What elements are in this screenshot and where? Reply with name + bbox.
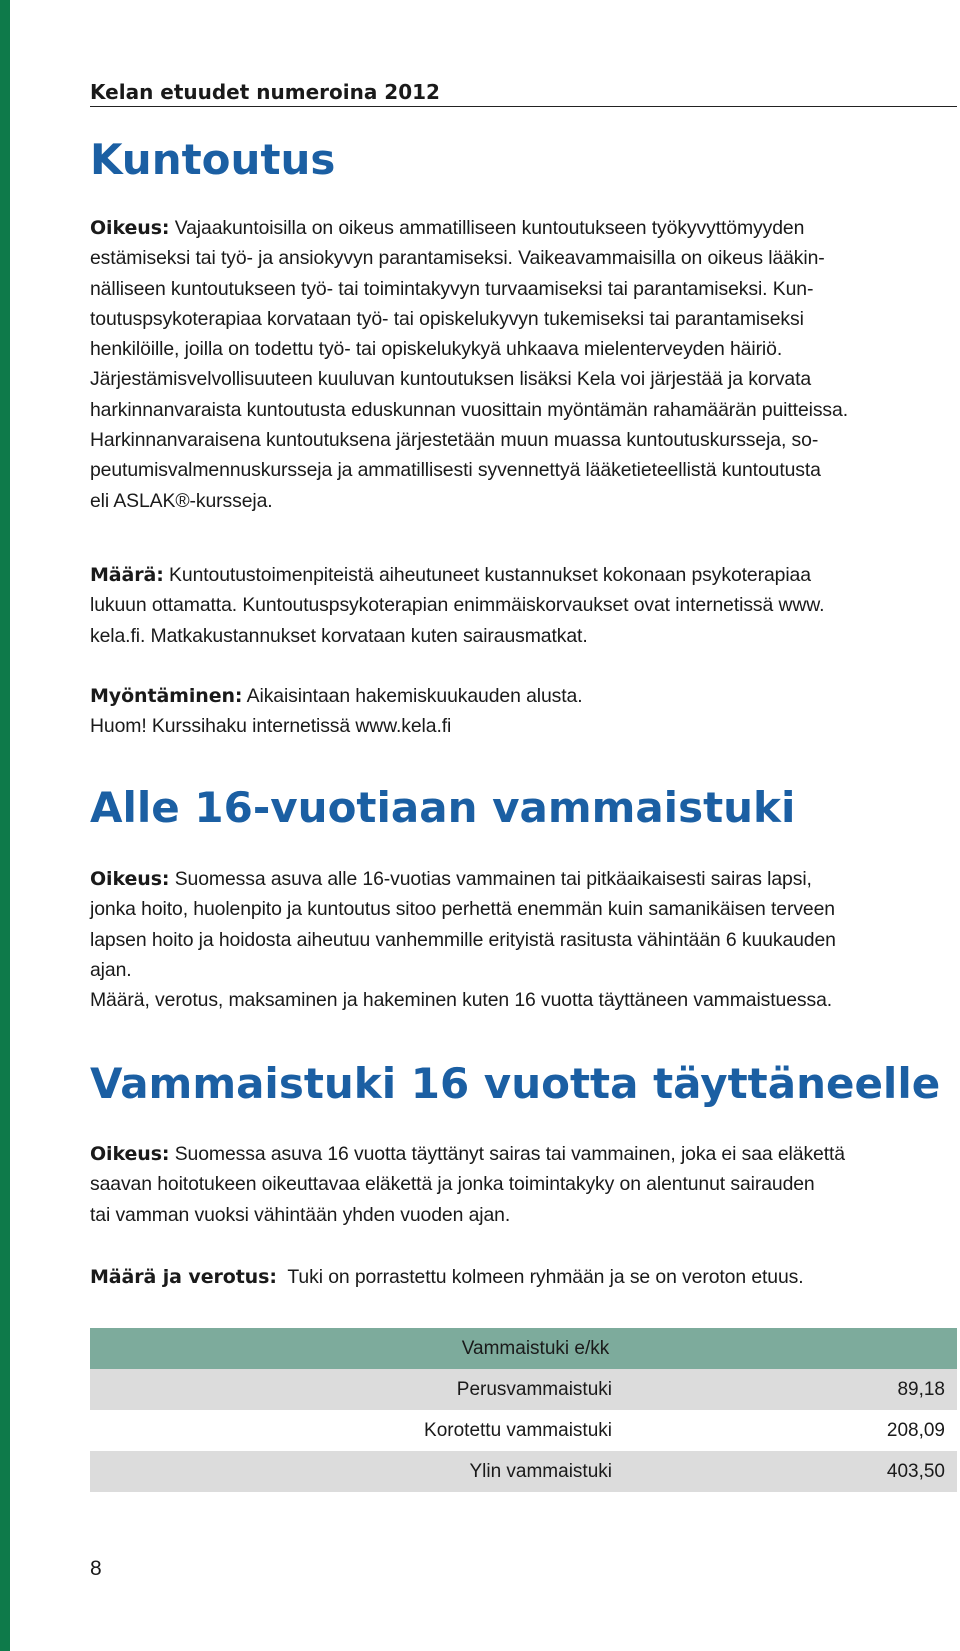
kuntoutus-myontaminen-line-1 xyxy=(90,681,957,711)
kuntoutus-oikeus-line-1 xyxy=(90,213,957,243)
oikeus-label: Oikeus: xyxy=(90,868,170,890)
text-line: Kuntoutustoimenpiteistä aiheutuneet kustannukset kokonaan psykoterapiaa xyxy=(169,564,811,586)
myontaminen-label: Myöntäminen: xyxy=(90,685,243,707)
kurssihaku-note: Huom! Kurssihaku internetissä www.kela.fi xyxy=(90,715,452,738)
kuntoutus-oikeus-line-7: harkinnanvaraista kuntoutusta eduskunnan vuosittain myöntämän rahamäärän puitteissa. xyxy=(90,398,848,421)
yli16-oikeus-line-3: tai vamman vuoksi vähintään yhden vuoden ajan. xyxy=(90,1203,511,1226)
text-line: Tuki on porrastettu kolmeen ryhmään ja se on veroton etuus. xyxy=(287,1266,804,1288)
maara-ja-verotus-label: Määrä ja verotus: xyxy=(90,1266,277,1288)
table-cell-name: Perusvammaistuki xyxy=(90,1369,612,1410)
table-row xyxy=(90,1410,957,1451)
kuntoutus-oikeus-line-4: toutuspsykoterapiaa korvataan työ- tai opiskelukyvyn tukemiseksi tai parantamiseksi xyxy=(90,307,804,330)
kuntoutus-oikeus-line-10: eli ASLAK®-kursseja. xyxy=(90,489,273,512)
kuntoutus-oikeus-line-5: henkilöille, joilla on todettu työ- tai opiskelukykyä uhkaava mielenterveyden häiriö. xyxy=(90,338,783,361)
alle16-oikeus-paragraph xyxy=(90,864,957,1015)
kuntoutus-myontaminen-paragraph xyxy=(90,681,957,742)
yli16-maara-paragraph xyxy=(90,1262,957,1292)
maara-label: Määrä: xyxy=(90,564,164,586)
yli16-oikeus-line-1 xyxy=(90,1139,957,1169)
table-row xyxy=(90,1369,957,1410)
section-title-alle16: Alle 16-vuotiaan vammaistuki xyxy=(90,783,796,832)
table-header-cell: Vammaistuki e/kk xyxy=(90,1328,957,1369)
page-number: 8 xyxy=(90,1557,102,1580)
oikeus-label: Oikeus: xyxy=(90,217,170,239)
vammaistuki-table xyxy=(90,1328,957,1492)
running-head: Kelan etuudet numeroina 2012 xyxy=(90,80,957,107)
green-spine-bar xyxy=(0,0,10,1651)
kuntoutus-oikeus-line-6: Järjestämisvelvollisuuteen kuuluvan kuntoutuksen lisäksi Kela voi järjestää ja korvata xyxy=(90,368,812,391)
table-row xyxy=(90,1451,957,1492)
section-title-kuntoutus: Kuntoutus xyxy=(90,135,336,184)
alle16-oikeus-line-1 xyxy=(90,864,957,894)
yli16-oikeus-paragraph xyxy=(90,1139,957,1230)
text-line: Aikaisintaan hakemiskuukauden alusta. xyxy=(246,685,583,707)
yli16-oikeus-line-2: saavan hoitotukeen oikeuttavaa eläkettä ja jonka toimintakyky on alentunut sairauden xyxy=(90,1173,815,1196)
table-cell-value: 89,18 xyxy=(612,1369,957,1410)
yli16-maara-line-1 xyxy=(90,1262,957,1292)
kuntoutus-oikeus-line-9: peutumisvalmennuskursseja ja ammatillisesti syvennettyä lääketieteellistä kuntoutusta xyxy=(90,459,821,482)
kuntoutus-oikeus-line-2: estämiseksi tai työ- ja ansiokyvyn parantamiseksi. Vaikeavammaisilla on oikeus lääkin- xyxy=(90,247,825,270)
kuntoutus-oikeus-line-8: Harkinnanvaraisena kuntoutuksena järjestetään muun muassa kuntoutuskursseja, so- xyxy=(90,429,819,452)
text-line: Vajaakuntoisilla on oikeus ammatilliseen kuntoutukseen työkyvyttömyyden xyxy=(174,217,805,239)
kuntoutus-oikeus-line-3: nälliseen kuntoutukseen työ- tai toimintakyvyn turvaamiseksi tai parantamiseksi. Kun- xyxy=(90,277,814,300)
kuntoutus-maara-line-2: lukuun ottamatta. Kuntoutuspsykoterapian enimmäiskorvaukset ovat internetissä www. xyxy=(90,594,825,617)
table-cell-name: Ylin vammaistuki xyxy=(90,1451,612,1492)
oikeus-label: Oikeus: xyxy=(90,1143,170,1165)
text-line: Suomessa asuva 16 vuotta täyttänyt sairas tai vammainen, joka ei saa eläkettä xyxy=(174,1143,845,1165)
table-header-row xyxy=(90,1328,957,1369)
kuntoutus-maara-paragraph xyxy=(90,560,957,651)
kuntoutus-maara-line-3: kela.fi. Matkakustannukset korvataan kuten sairausmatkat. xyxy=(90,624,588,647)
table-cell-value: 208,09 xyxy=(886,1419,945,1441)
text-line: Suomessa asuva alle 16-vuotias vammainen tai pitkäaikaisesti sairas lapsi, xyxy=(174,868,812,890)
alle16-oikeus-line-3: lapsen hoito ja hoidosta aiheutuu vanhemmille erityistä rasitusta vähintään 6 kuukauden xyxy=(90,928,836,951)
alle16-oikeus-line-2: jonka hoito, huolenpito ja kuntoutus sitoo perhettä enemmän kuin samanikäisen terveen xyxy=(90,898,835,921)
kuntoutus-maara-line-1 xyxy=(90,560,957,590)
table-cell-name: Korotettu vammaistuki xyxy=(424,1419,612,1441)
alle16-oikeus-line-5: Määrä, verotus, maksaminen ja hakeminen kuten 16 vuotta täyttäneen vammaistuessa. xyxy=(90,989,833,1012)
table-cell-value: 403,50 xyxy=(612,1451,957,1492)
section-title-yli16: Vammaistuki 16 vuotta täyttäneelle xyxy=(90,1059,941,1108)
kuntoutus-oikeus-paragraph xyxy=(90,213,957,516)
alle16-oikeus-line-4: ajan. xyxy=(90,958,132,981)
